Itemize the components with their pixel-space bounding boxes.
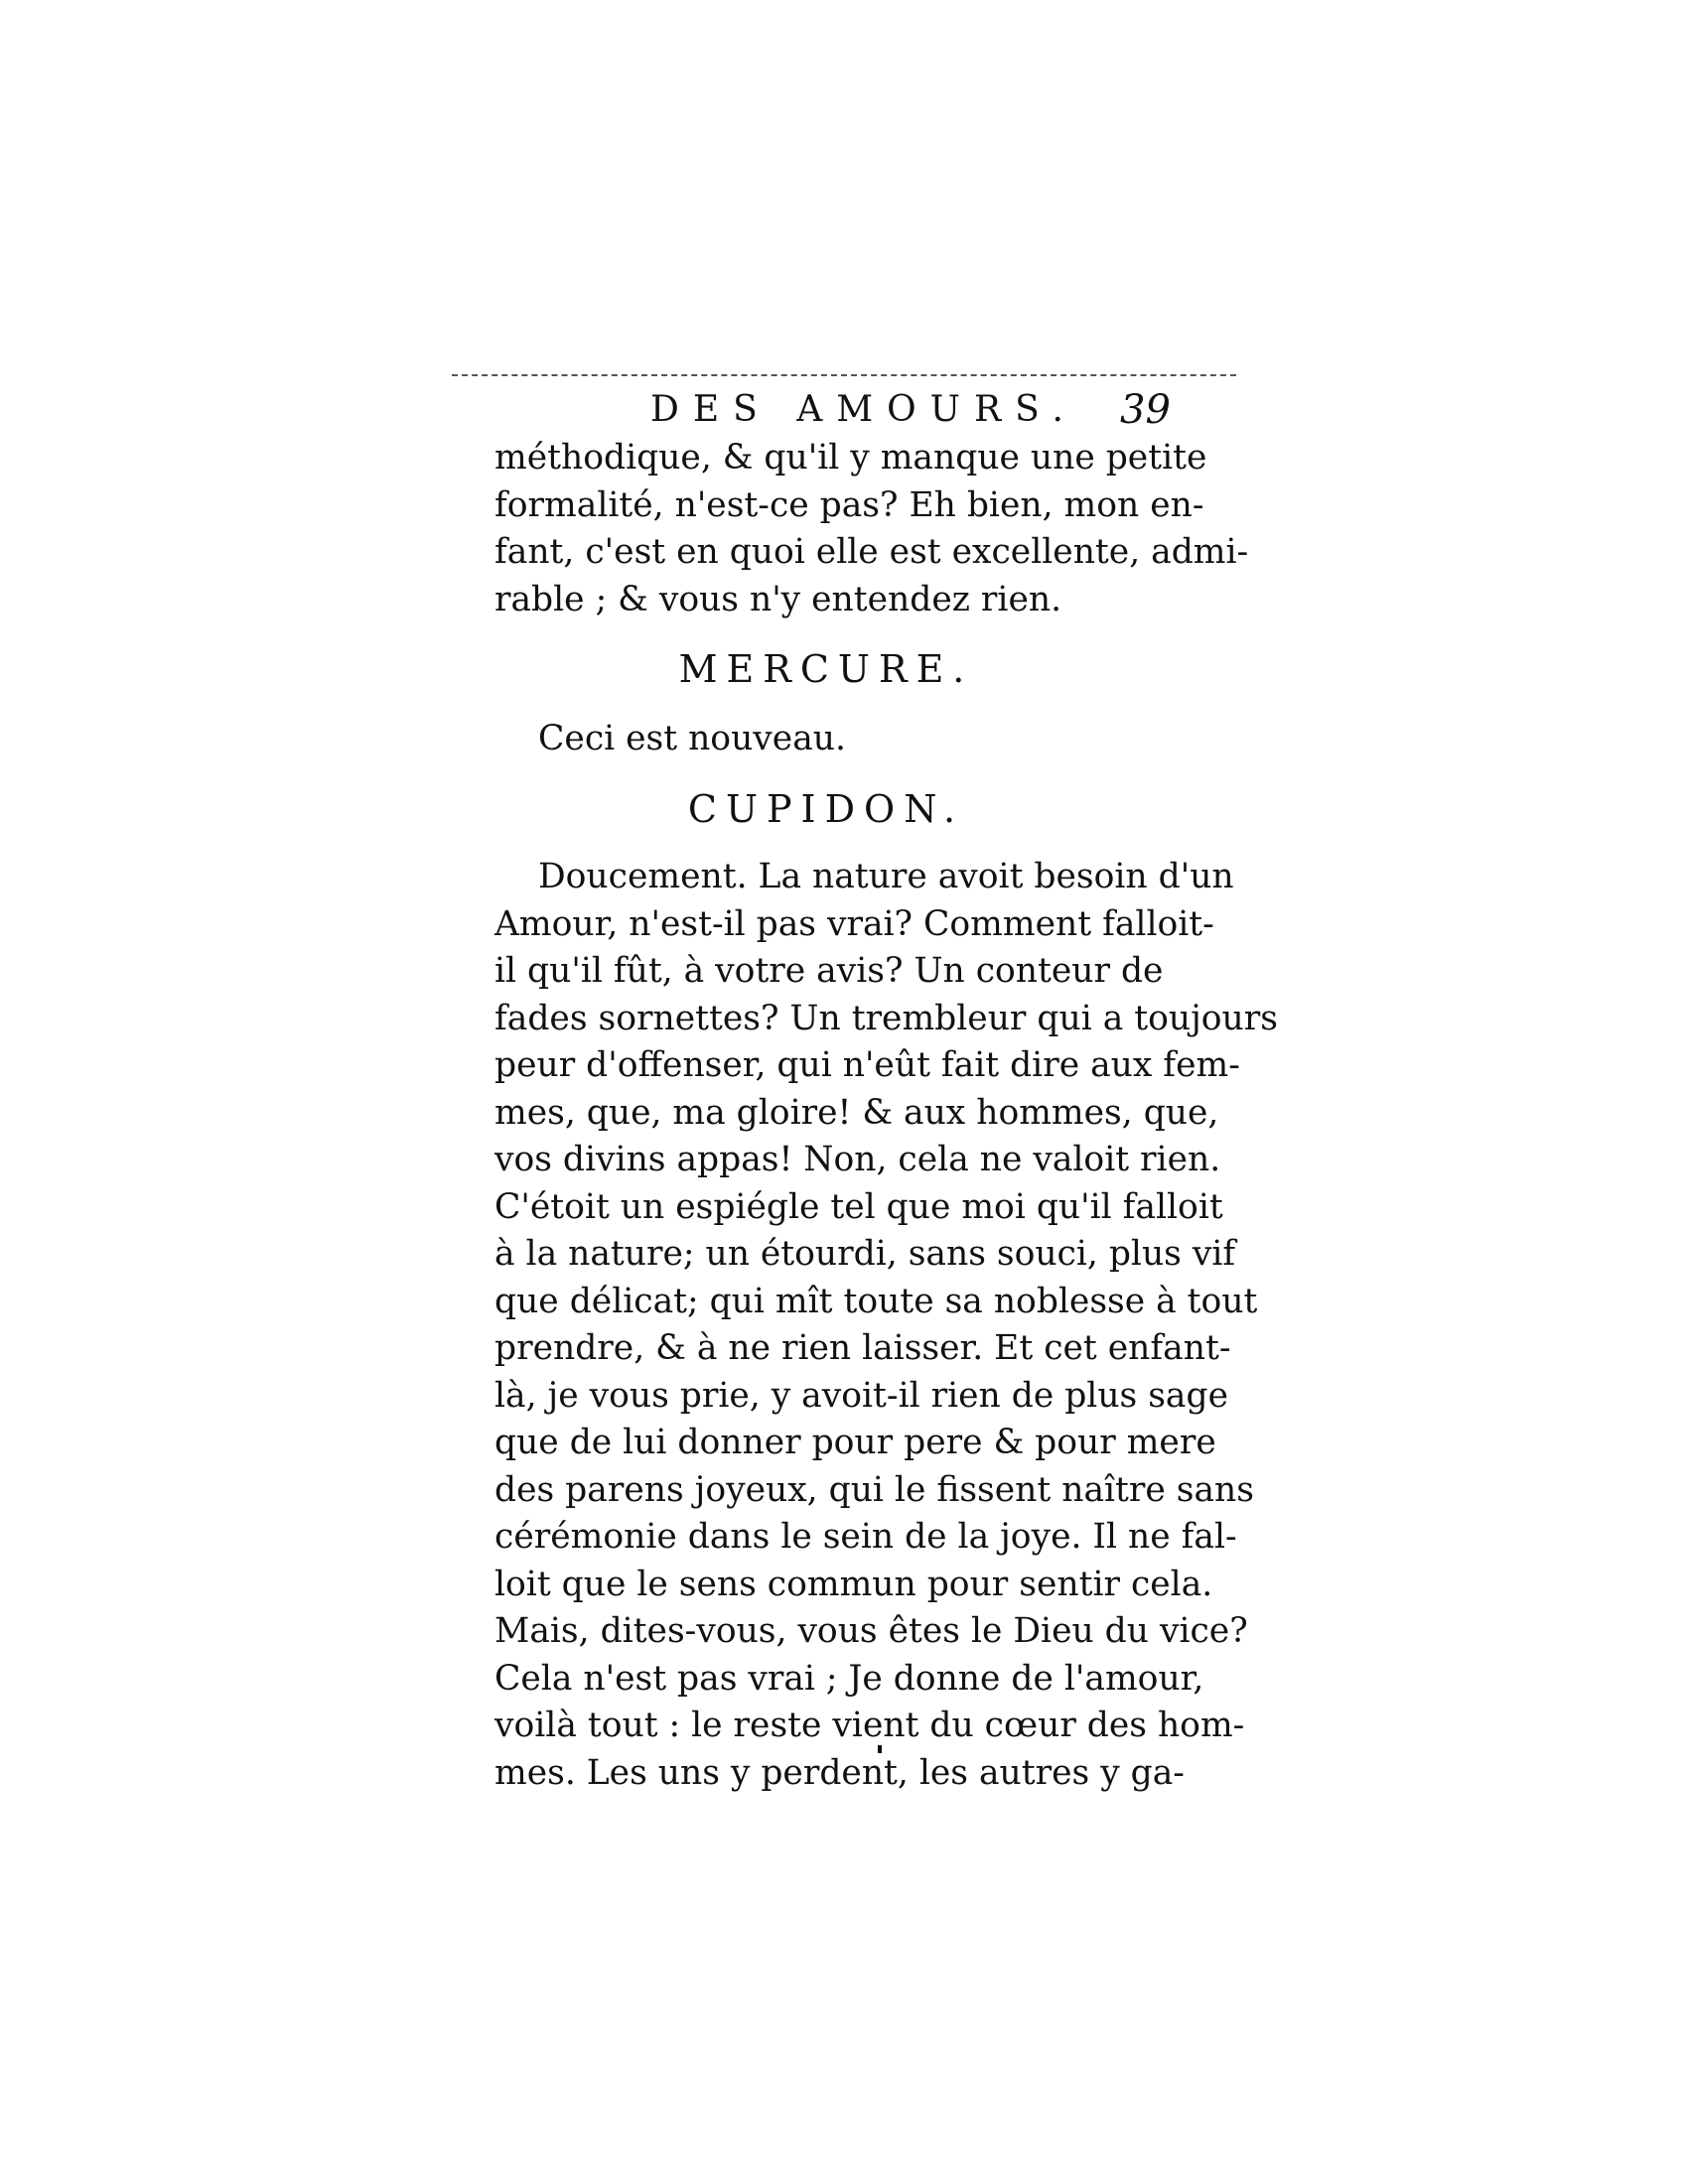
text-line: prendre, & à ne rien laisser. Et cet enfant-: [494, 1328, 1231, 1368]
mercure-reply: Ceci est nouveau.: [538, 719, 846, 758]
cupidon-speech: [494, 854, 1278, 1797]
text-line: Amour, n'est-il pas vrai? Comment falloit-: [494, 903, 1214, 944]
text-line: vos divins appas! Non, cela ne valoit rien.: [494, 1140, 1221, 1179]
text-line: fades sornettes? Un trembleur qui a toujours: [494, 998, 1278, 1038]
text-line: fant, c'est en quoi elle est excellente, admi-: [494, 532, 1249, 572]
text-line: cérémonie dans le sein de la joye. Il ne fal-: [494, 1517, 1237, 1557]
top-rule: [452, 374, 1236, 376]
text-line: Doucement. La nature avoit besoin d'un: [538, 857, 1234, 896]
text-line: méthodique, & qu'il y manque une petite: [494, 438, 1207, 478]
text-line: C'étoit un espiégle tel que moi qu'il falloit: [494, 1186, 1223, 1227]
running-head: DES AMOURS.: [650, 389, 1077, 430]
text-line: des parens joyeux, qui le fissent naître sans: [494, 1469, 1254, 1510]
text-line: mes, que, ma gloire! & aux hommes, que,: [494, 1092, 1219, 1133]
text-line: mes. Les uns y perdent, les autres y ga-: [494, 1752, 1185, 1793]
text-line: à la nature; un étourdi, sans souci, plus vif: [494, 1234, 1236, 1274]
text-line: que délicat; qui mît toute sa noblesse à tout: [494, 1281, 1258, 1321]
speaker-cupidon: CUPIDON.: [687, 787, 965, 831]
text-line: Mais, dites-vous, vous êtes le Dieu du vice?: [494, 1611, 1248, 1651]
text-line: que de lui donner pour pere & pour mere: [494, 1423, 1216, 1462]
text-line: formalité, n'est-ce pas? Eh bien, mon en-: [494, 484, 1204, 525]
text-line: peur d'offenser, qui n'eût fait dire aux fem-: [494, 1045, 1240, 1085]
text-line: Cela n'est pas vrai ; Je donne de l'amour,: [494, 1658, 1204, 1699]
ink-mark: [878, 1745, 882, 1753]
text-line: voilà tout : le reste vient du cœur des hom-: [494, 1706, 1245, 1745]
text-line: il qu'il fût, à votre avis? Un conteur de: [494, 951, 1164, 991]
page-number: 39: [1120, 387, 1171, 433]
text-line: loit que le sens commun pour sentir cela.: [494, 1564, 1213, 1604]
opening-paragraph: [494, 435, 1249, 623]
text-line: rable ; & vous n'y entendez rien.: [494, 579, 1062, 619]
text-line: là, je vous prie, y avoit-il rien de plus sage: [494, 1375, 1228, 1416]
speaker-mercure: MERCURE.: [678, 647, 974, 691]
